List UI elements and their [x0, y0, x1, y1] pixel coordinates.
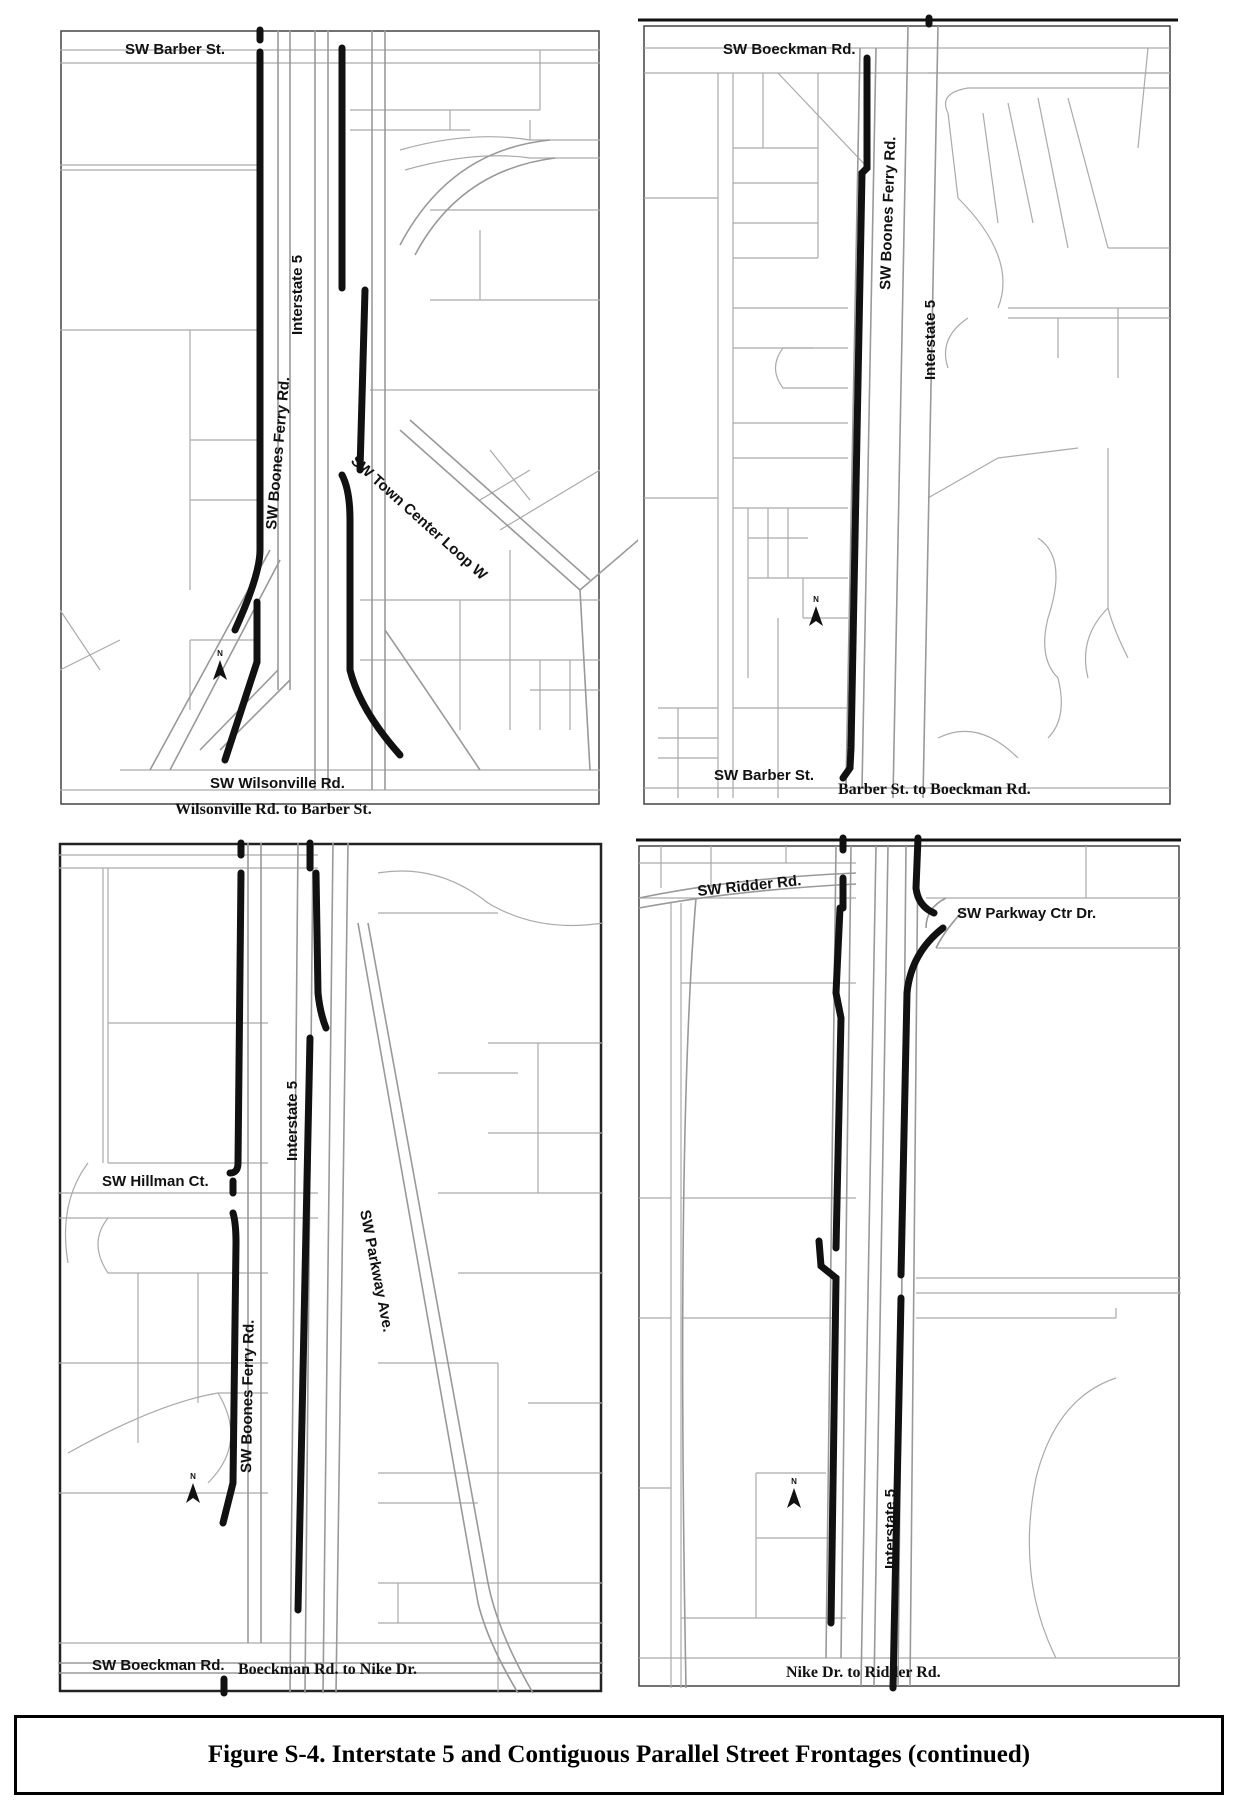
map-nike-to-ridder [636, 838, 1181, 1688]
caption-wilsonville-barber: Wilsonville Rd. to Barber St. [175, 801, 372, 818]
label-ridder: SW Ridder Rd. [696, 872, 803, 900]
map-panel-wilsonville-to-barber [60, 30, 600, 818]
figure-title: Figure S-4. Interstate 5 and Contiguous Parallel Street Frontages (continued) [207, 1741, 1031, 1768]
label-i5: Interstate 5 [284, 1080, 301, 1161]
svg-text:N: N [190, 1472, 196, 1481]
map-panel-barber-to-boeckman [638, 18, 1178, 805]
label-boones: SW Boones Ferry Rd. [263, 376, 294, 531]
label-hillman: SW Hillman Ct. [102, 1173, 209, 1190]
svg-text:N: N [217, 649, 223, 658]
label-boeckman: SW Boeckman Rd. [723, 41, 856, 58]
label-barber: SW Barber St. [714, 767, 815, 784]
map-boeckman-to-nike [58, 843, 603, 1693]
map-wilsonville-to-barber [60, 30, 600, 818]
map-panel-boeckman-to-nike [58, 843, 603, 1693]
label-town-center: SW Town Center Loop W [347, 452, 491, 584]
label-barber: SW Barber St. [125, 41, 226, 58]
svg-text:N: N [813, 595, 819, 604]
map-panel-nike-to-ridder [636, 838, 1181, 1688]
svg-text:N: N [791, 1477, 797, 1486]
label-i5: Interstate 5 [882, 1488, 899, 1569]
label-i5: Interstate 5 [922, 299, 939, 380]
caption-nike-ridder: Nike Dr. to Ridder Rd. [786, 1664, 941, 1681]
label-boones: SW Boones Ferry Rd. [877, 136, 900, 291]
label-boeckman: SW Boeckman Rd. [92, 1657, 225, 1674]
label-boones: SW Boones Ferry Rd. [238, 1319, 258, 1474]
label-i5: Interstate 5 [289, 254, 306, 335]
map-barber-to-boeckman [638, 18, 1178, 805]
label-parkway: SW Parkway Ave. [356, 1208, 397, 1334]
figure-title-box [14, 1715, 1224, 1795]
label-wilsonville: SW Wilsonville Rd. [210, 775, 345, 792]
label-parkway-ctr: SW Parkway Ctr Dr. [957, 905, 1097, 922]
caption-barber-boeckman: Barber St. to Boeckman Rd. [838, 781, 1031, 798]
caption-boeckman-nike: Boeckman Rd. to Nike Dr. [238, 1661, 417, 1678]
